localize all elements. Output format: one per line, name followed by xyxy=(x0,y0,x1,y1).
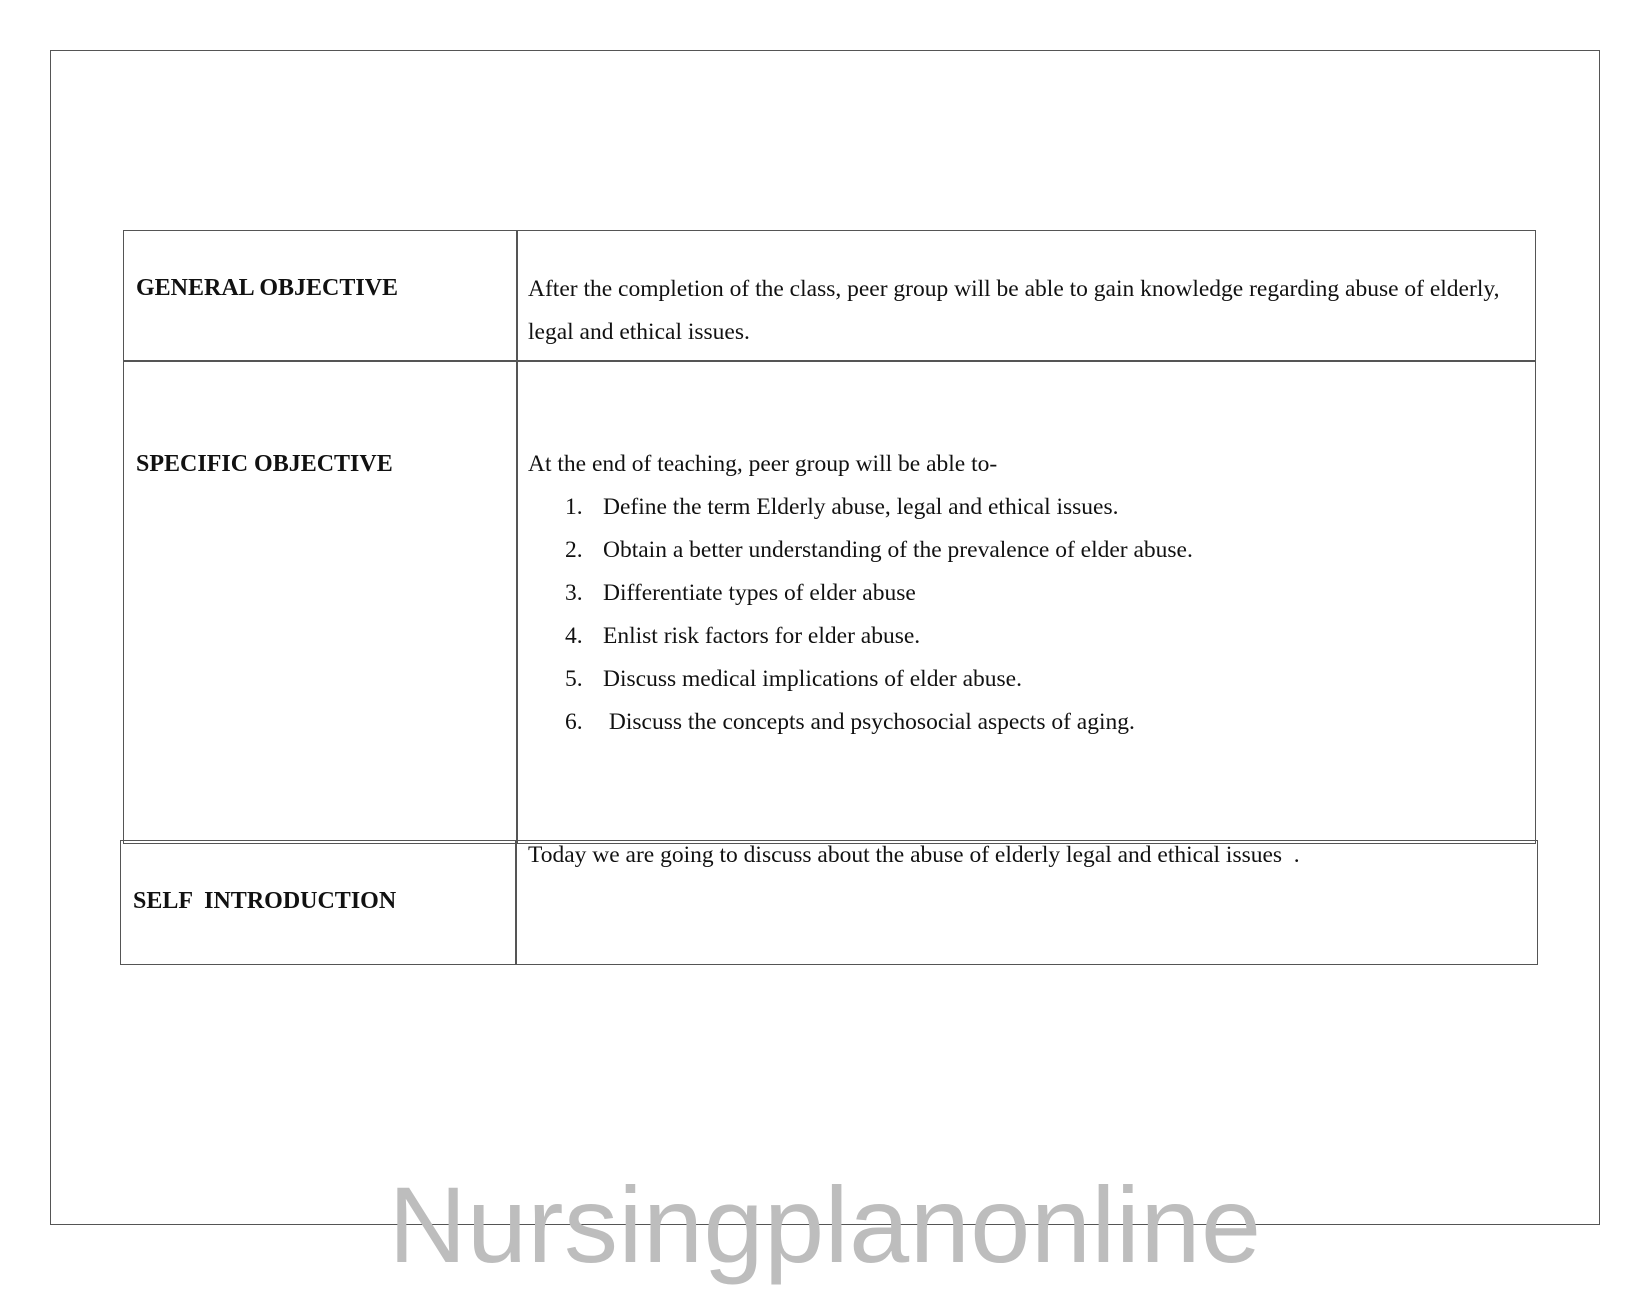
self-introduction-label: SELF INTRODUCTION xyxy=(133,888,397,914)
specific-objective-list xyxy=(565,486,1505,744)
general-objective-text: After the completion of the class, peer group will be able to gain knowledge regarding abuse of elderly, legal and ethical issues. xyxy=(528,276,1500,345)
watermark-logo: Nursingplanonline xyxy=(388,1164,1262,1285)
list-item: 3. Differentiate types of elder abuse xyxy=(565,580,916,606)
general-objective-label: GENERAL OBJECTIVE xyxy=(136,275,399,301)
specific-objective-intro: At the end of teaching, peer group will be able to- xyxy=(528,451,998,477)
specific-objective-label-cell xyxy=(123,360,518,844)
list-item: 2. Obtain a better understanding of the prevalence of elder abuse. xyxy=(565,537,1193,563)
list-item: 5. Discuss medical implications of elder abuse. xyxy=(565,666,1022,692)
specific-objective-label: SPECIFIC OBJECTIVE xyxy=(136,451,393,477)
list-item: 4. Enlist risk factors for elder abuse. xyxy=(565,623,921,649)
list-item: 6. Discuss the concepts and psychosocial aspects of aging. xyxy=(565,709,1135,735)
list-item: 1. Define the term Elderly abuse, legal and ethical issues. xyxy=(565,494,1119,520)
self-introduction-text: Today we are going to discuss about the abuse of elderly legal and ethical issues . xyxy=(528,842,1300,868)
